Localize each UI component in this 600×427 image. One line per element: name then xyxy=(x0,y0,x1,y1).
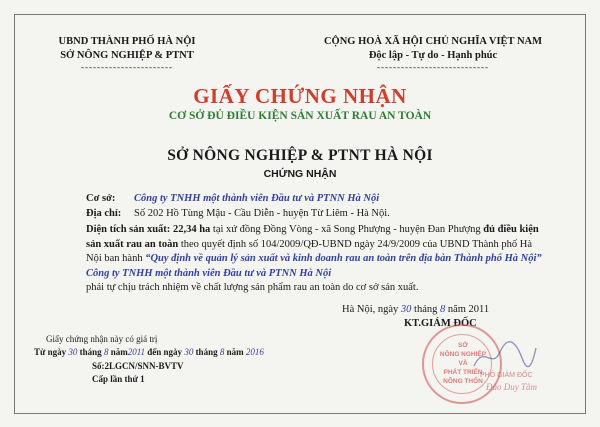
seal-text-3: VÀ xyxy=(458,360,468,367)
qualified-text: đủ điều kiện xyxy=(483,224,539,235)
decision-text: theo quyết định số 104/2009/QĐ-UBND ngày 24/9/2009 của UBND Thành phố Hà xyxy=(180,239,533,250)
from-year-label: năm xyxy=(110,347,128,357)
signer-name: Đào Duy Tâm xyxy=(486,382,537,392)
seal-text-4: PHÁT TRIỂN xyxy=(443,369,483,376)
from-month: 8 xyxy=(103,347,109,357)
from-day: 30 xyxy=(68,347,78,357)
issuing-organization: SỞ NÔNG NGHIỆP & PTNT HÀ NỘI xyxy=(167,147,433,164)
area-line-1 xyxy=(86,224,539,235)
to-year-label: năm xyxy=(226,347,244,357)
from-year: 2011 xyxy=(127,347,146,357)
signer-title: KT.GIÁM ĐỐC xyxy=(404,318,477,329)
address-value: Số 202 Hồ Tùng Mậu - Cầu Diễn - huyện Từ Liêm - Hà Nội. xyxy=(134,208,390,219)
place-label: Hà Nội, ngày xyxy=(342,304,399,315)
to-month-label: tháng xyxy=(195,347,218,357)
year-label: năm 2011 xyxy=(447,304,490,315)
to-month: 8 xyxy=(219,347,225,357)
from-month-label: tháng xyxy=(79,347,102,357)
area-value: 22,34 ha xyxy=(172,224,211,235)
signing-day: 30 xyxy=(400,304,412,315)
validity-range xyxy=(34,347,264,357)
area-label: Diện tích sản xuất: xyxy=(86,224,171,235)
signing-date xyxy=(342,304,489,315)
validity-heading: Giấy chứng nhận này có giá trị xyxy=(46,334,158,344)
seal-text-2: NÔNG NGHIỆP xyxy=(439,351,487,358)
to-label: đến ngày xyxy=(147,347,183,357)
month-label: tháng xyxy=(414,304,438,315)
area-location: tại xứ đồng Đồng Vòng - xã Song Phượng - huyện Đan Phượng xyxy=(212,224,481,235)
seal-text-1: SỞ xyxy=(458,342,468,349)
facility-name: Công ty TNHH một thành viên Đầu tư và PTNN Hà Nội xyxy=(134,193,380,204)
deputy-director-role: PHÓ GIÁM ĐỐC xyxy=(480,372,533,379)
issue-count: Cấp lần thứ 1 xyxy=(92,374,145,384)
regulation-title: “Quy định về quản lý sản xuất và kinh doanh rau an toàn trên địa bàn Thành phố Hà Nội” xyxy=(145,253,542,264)
signature-scribble xyxy=(470,336,540,376)
from-label: Từ ngày xyxy=(34,347,67,357)
certificate-number: Số:2LGCN/SNN-BVTV xyxy=(92,361,184,371)
to-day: 30 xyxy=(184,347,194,357)
issued-by-text: Nội ban hành xyxy=(86,253,143,264)
responsible-company: Công ty TNHH một thành viên Đầu tư và PTNN Hà Nội xyxy=(86,268,332,279)
certificate-subtitle: CƠ SỞ ĐỦ ĐIỀU KIỆN SẢN XUẤT RAU AN TOÀN xyxy=(168,110,432,122)
facility-label: Cơ sở: xyxy=(86,193,116,204)
national-motto: Độc lập - Tự do - Hạnh phúc xyxy=(368,50,498,61)
certifies-heading: CHỨNG NHẬN xyxy=(263,168,337,180)
responsibility-text: phải tự chịu trách nhiệm về chất lượng sản phẩm rau an toàn do cơ sở sản xuất. xyxy=(86,282,419,293)
issuer-authority: UBND THÀNH PHỐ HÀ NỘI xyxy=(58,36,196,47)
area-line-3 xyxy=(86,253,542,264)
to-year: 2016 xyxy=(245,347,264,357)
seal-text-5: NÔNG THÔN xyxy=(443,378,483,385)
safe-vegetable-text: sản xuất rau an toàn xyxy=(86,239,179,250)
address-label: Địa chỉ: xyxy=(86,208,122,219)
area-line-2 xyxy=(86,239,532,250)
national-title: CỘNG HOÀ XÃ HỘI CHỦ NGHĨA VIỆT NAM xyxy=(323,36,543,47)
left-header-divider: ----------------------- xyxy=(81,62,173,72)
signing-month: 8 xyxy=(439,304,446,315)
issuer-department: SỞ NÔNG NGHIỆP & PTNT xyxy=(60,50,194,61)
right-header-divider: ---------------------------- xyxy=(377,62,489,72)
certificate-title: GIẤY CHỨNG NHẬN xyxy=(193,84,407,108)
